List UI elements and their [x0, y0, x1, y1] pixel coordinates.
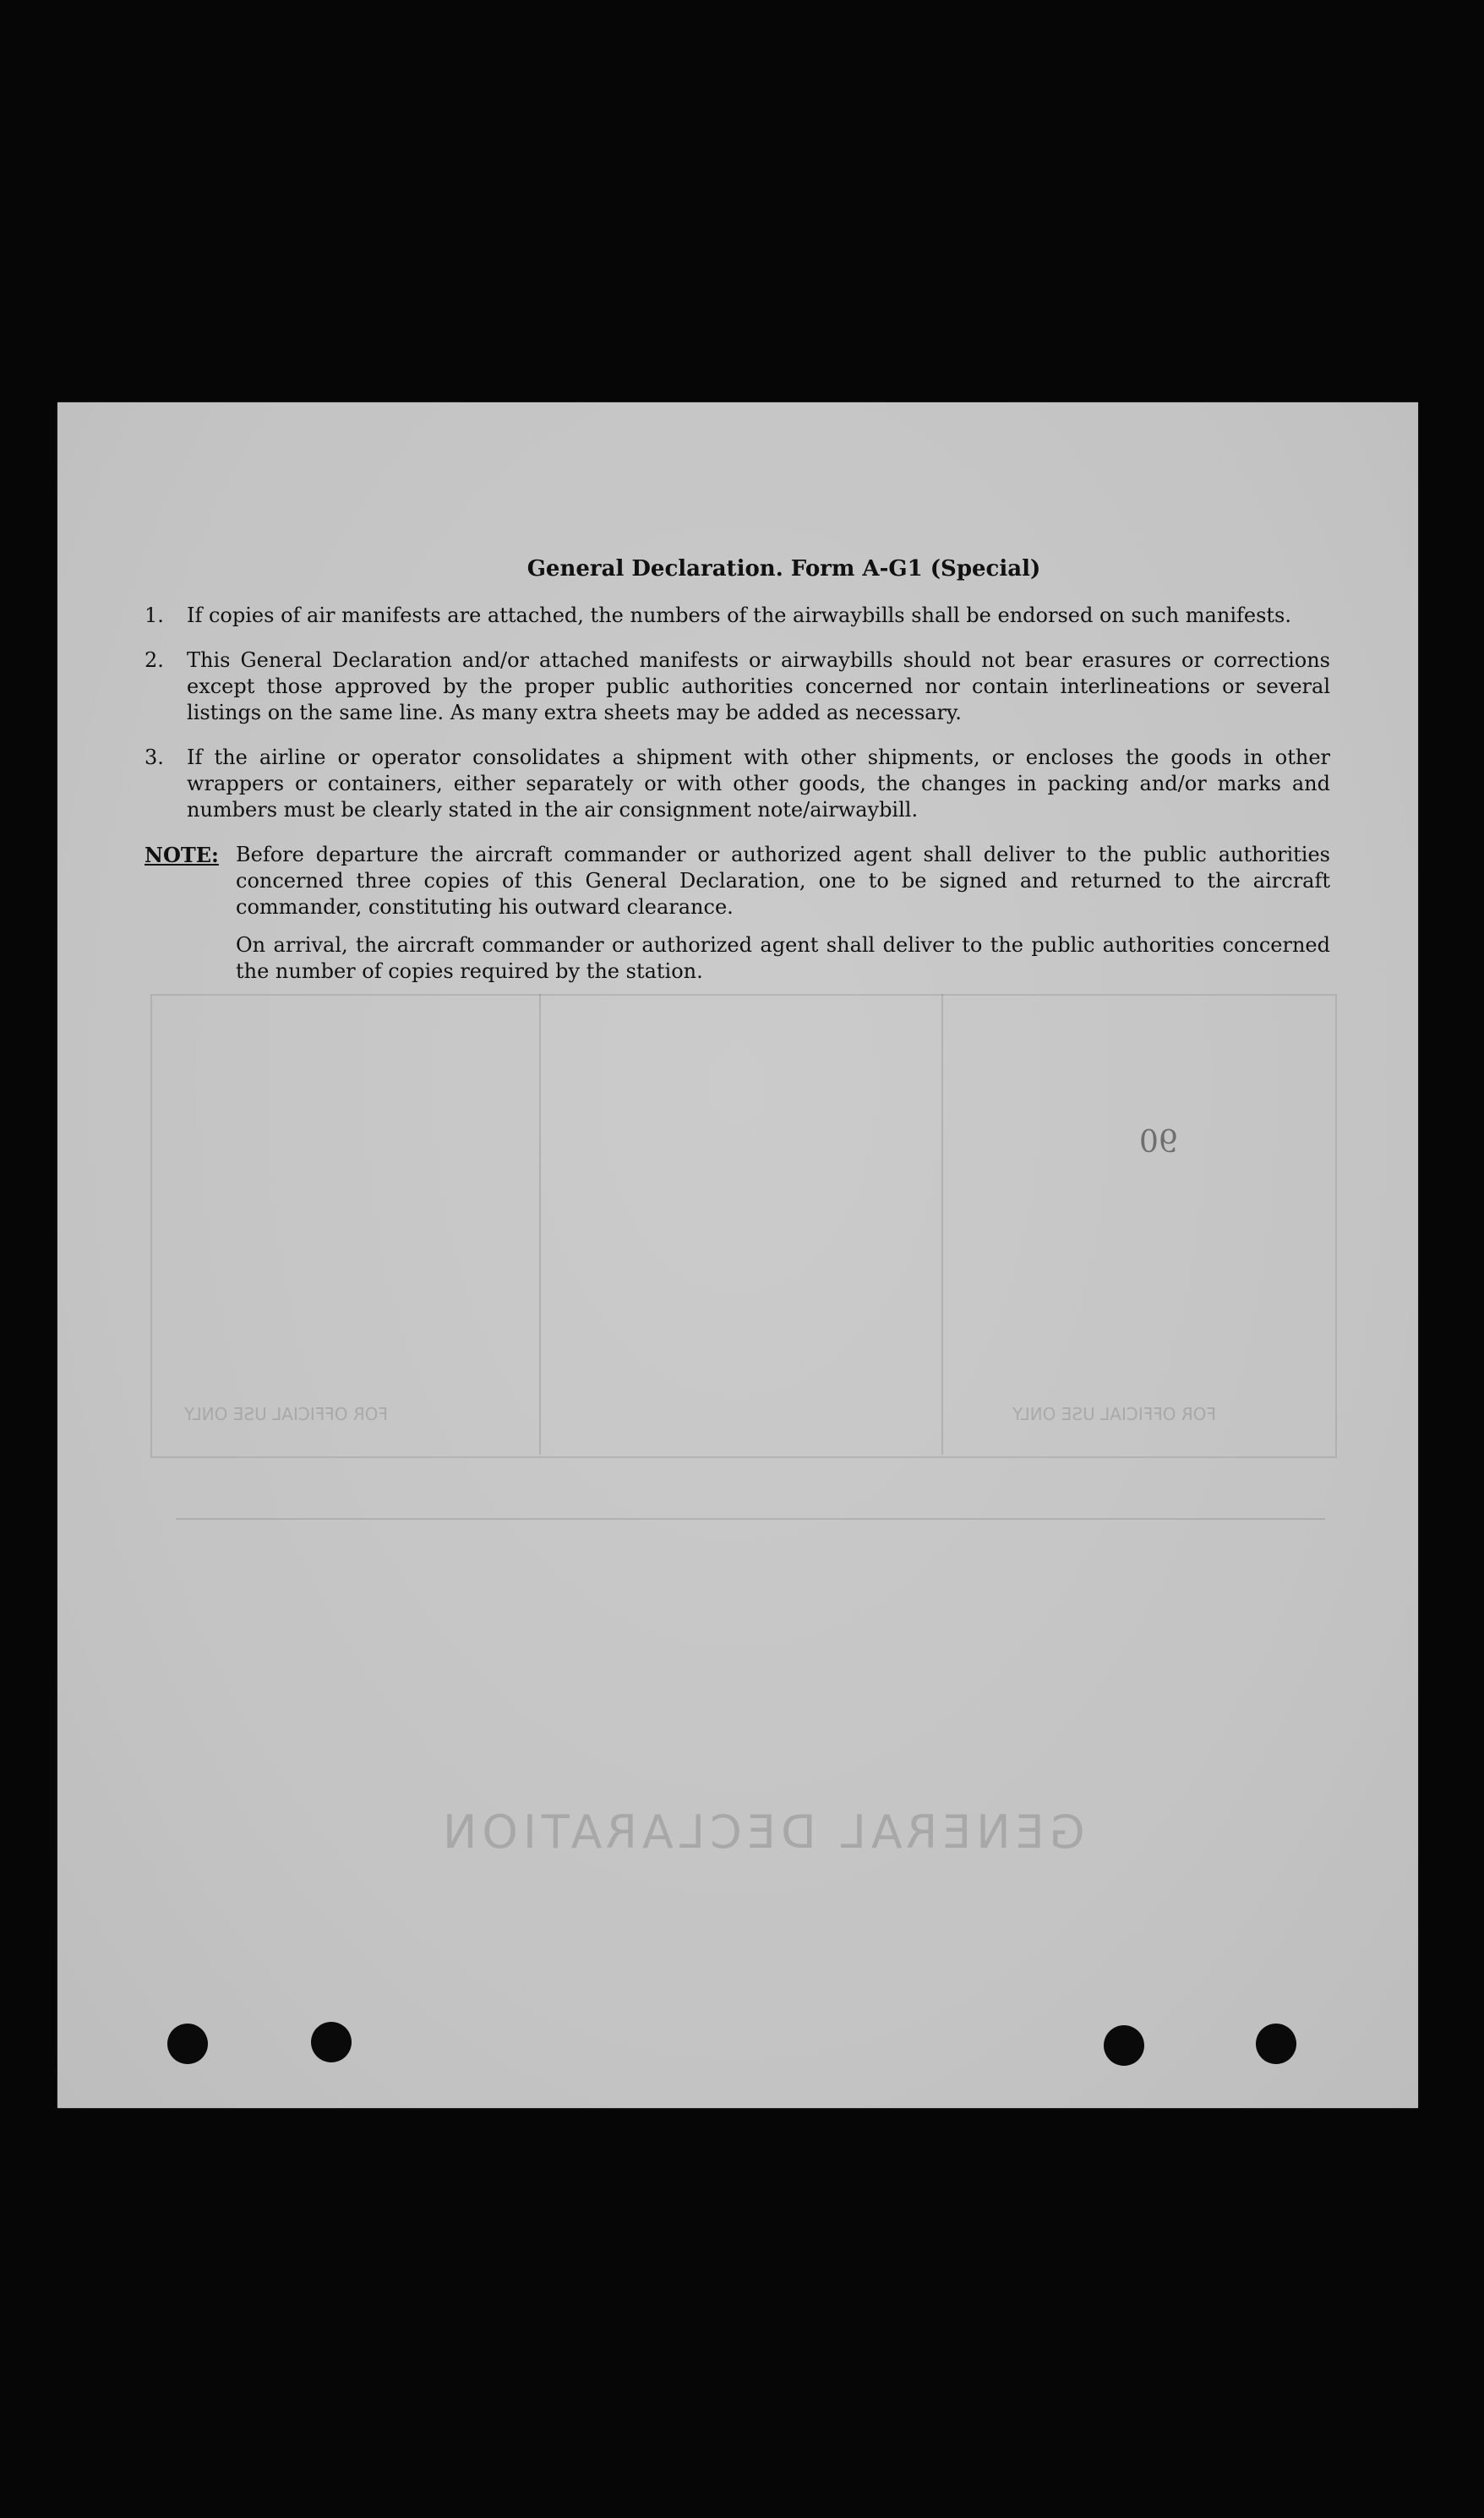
ghost-table-box — [150, 994, 1337, 1458]
list-item — [145, 745, 1330, 823]
ghost-divider — [539, 994, 541, 1455]
note-paragraph: On arrival, the aircraft commander or authorized agent shall deliver to the public authorities concerned the number of copies required by the station. — [236, 933, 1330, 983]
list-item — [145, 647, 1330, 726]
item-text: If the airline or operator consolidates a shipment with other shipments, or encloses the goods in other wrappers or containers, either separately or with other goods, the changes in packing and/or marks and numbers must be clearly stated in the air consignment note/airwaybill. — [187, 746, 1330, 822]
item-text: This General Declaration and/or attached manifests or airwaybills should not bear erasures or corrections except those approved by the proper public authorities concerned nor contain interlineations or several listings on the same line. As many extra sheets may be added as necessary. — [187, 648, 1330, 724]
item-number: 1. — [145, 604, 164, 627]
stamp-number: 90 — [1139, 1125, 1178, 1160]
ghost-official-use-right: FOR OFFICIAL USE ONLY — [1012, 1404, 1216, 1424]
document-page — [57, 402, 1418, 2108]
punch-hole — [167, 2024, 208, 2064]
page-title: General Declaration. Form A-G1 (Special) — [526, 556, 1041, 582]
punch-hole — [1256, 2024, 1296, 2064]
note-label: NOTE: — [145, 843, 219, 867]
list-item — [145, 603, 1330, 629]
ghost-divider — [941, 994, 943, 1455]
note-body — [236, 842, 1330, 997]
item-number: 2. — [145, 648, 164, 672]
item-number: 3. — [145, 746, 164, 769]
ghost-heading: GENERAL DECLARATION — [438, 1805, 1085, 1859]
item-text: If copies of air manifests are attached, the numbers of the airwaybills shall be endorsed on such manifests. — [187, 604, 1291, 627]
note-section — [145, 842, 1330, 997]
instructions-content — [145, 556, 1330, 1008]
note-paragraph: Before departure the aircraft commander or authorized agent shall deliver to the public authorities concerned three copies of this General Declaration, one to be signed and returned to the aircraft commander, constituting his outward clearance. — [236, 843, 1330, 919]
punch-hole — [311, 2022, 352, 2062]
punch-hole — [1104, 2025, 1144, 2066]
ghost-official-use-left: FOR OFFICIAL USE ONLY — [184, 1404, 388, 1424]
ghost-rule — [176, 1518, 1325, 1520]
